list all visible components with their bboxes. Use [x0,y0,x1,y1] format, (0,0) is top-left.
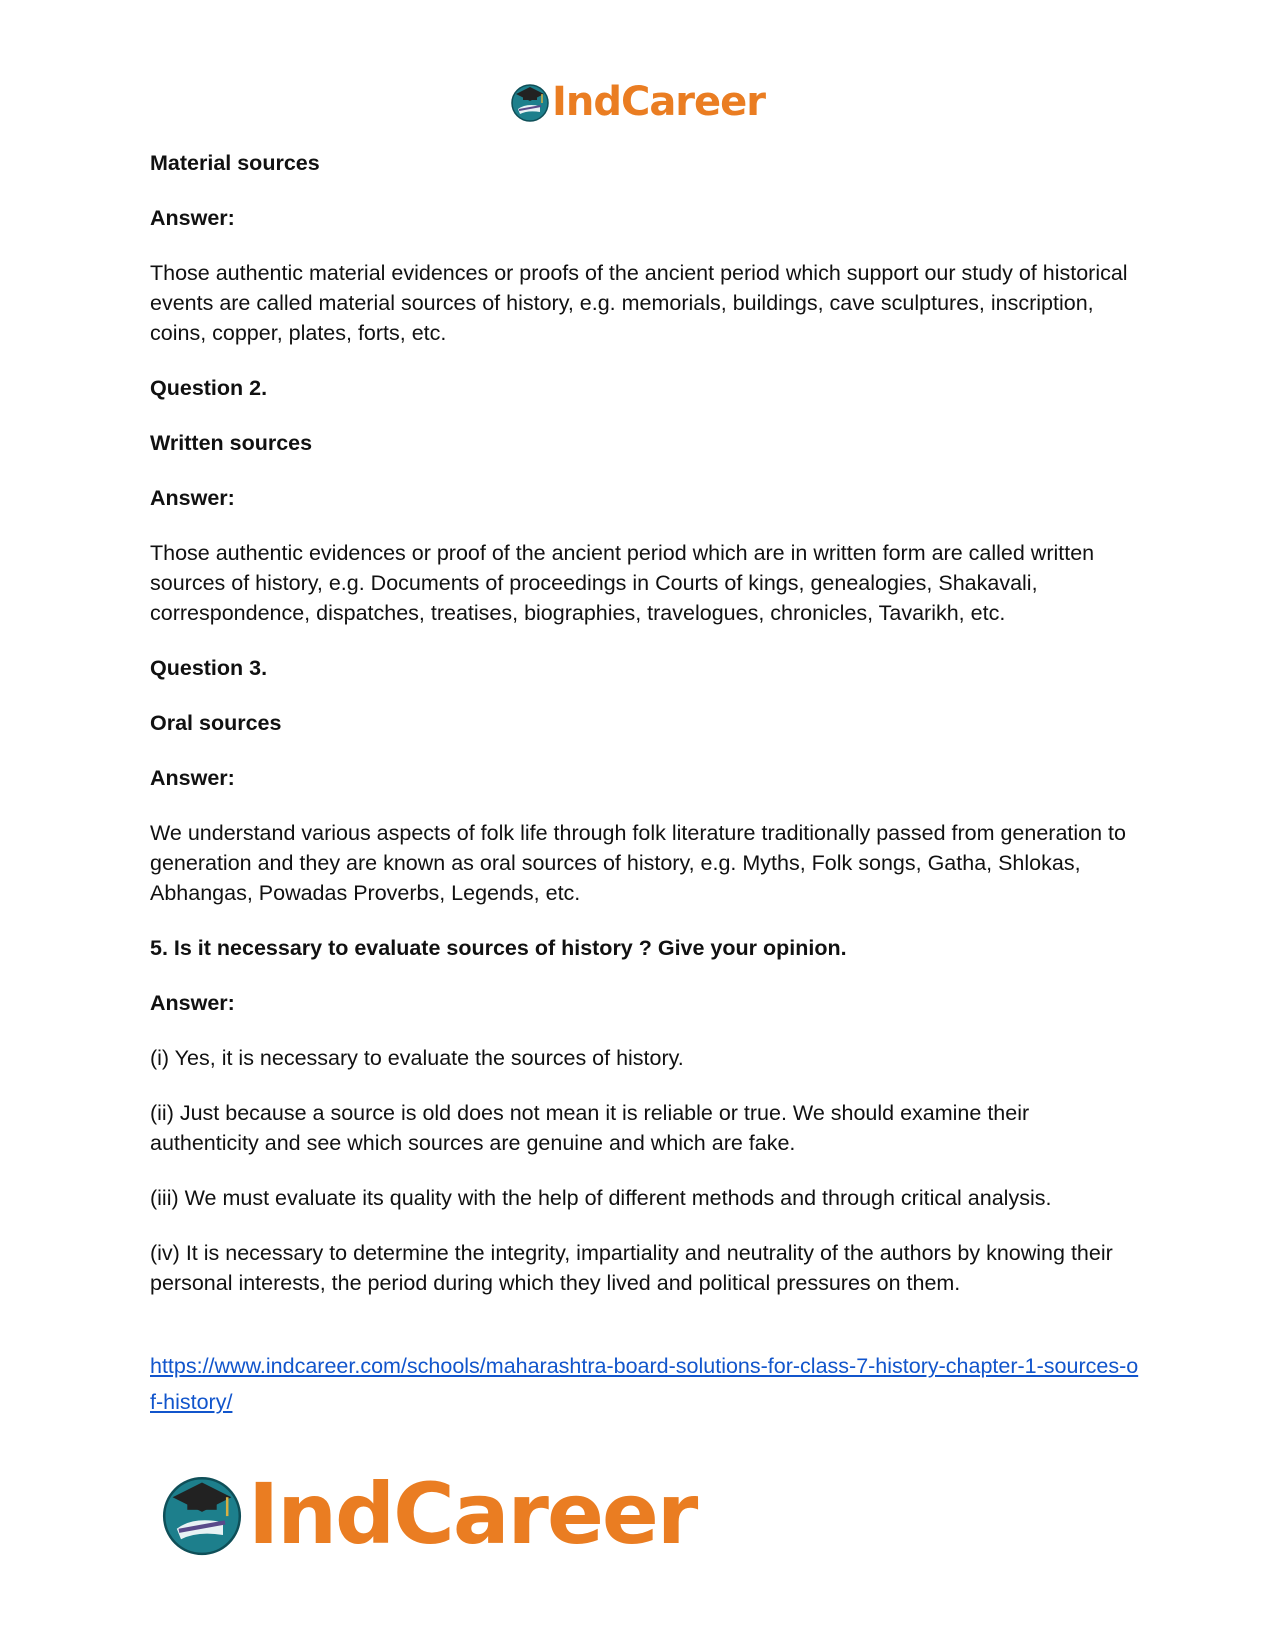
heading-material-sources: Material sources [150,151,320,175]
answer-point: (ii) Just because a source is old does not mean it is reliable or true. We should examine their authenticity and see which sources are genuine and which are fake. [150,1101,1030,1155]
logo-wordmark: IndCareer [551,79,766,125]
header-logo [0,79,1275,125]
logo-wordmark: IndCareer [248,1465,697,1563]
question-label: Question 2. [150,376,268,400]
answer-paragraph: Those authentic material evidences or proofs of the ancient period which support our study of historical events are called material sources of history, e.g. memorials, buildings, cave sculptures, inscription, coins, copper, plates, forts, etc. [150,261,1128,345]
question-heading: 5. Is it necessary to evaluate sources of history ? Give your opinion. [150,936,847,960]
document-body [150,148,1140,1420]
answer-label: Answer: [150,766,235,790]
answer-label: Answer: [150,206,235,230]
answer-paragraph: We understand various aspects of folk life through folk literature traditionally passed from generation to generation and they are known as oral sources of history, e.g. Myths, Folk songs, Gatha, Shlokas, Abhangas, Powadas Proverbs, Legends, etc. [150,821,1126,905]
heading-written-sources: Written sources [150,431,313,455]
footer-logo [160,1465,697,1563]
answer-label: Answer: [150,486,235,510]
globe-grad-cap-icon [510,82,550,122]
indcareer-logo [510,79,766,125]
answer-point: (i) Yes, it is necessary to evaluate the sources of history. [150,1046,684,1070]
answer-label: Answer: [150,991,235,1015]
source-link-block [150,1348,1140,1420]
answer-paragraph: Those authentic evidences or proof of the ancient period which are in written form are called written sources of history, e.g. Documents of proceedings in Courts of kings, genealogies, Shakavali, correspondence, dispatches, treatises, biographies, travelogues, chronicles, Tavarikh, etc. [150,541,1095,625]
answer-point: (iv) It is necessary to determine the integrity, impartiality and neutrality of the authors by knowing their personal interests, the period during which they lived and political pressures on them. [150,1241,1113,1295]
source-link[interactable]: https://www.indcareer.com/schools/maharashtra-board-solutions-for-class-7-history-chapter-1-sources-of-history/ [150,1354,1139,1414]
globe-grad-cap-icon [160,1472,244,1556]
answer-point: (iii) We must evaluate its quality with the help of different methods and through critical analysis. [150,1186,1052,1210]
heading-oral-sources: Oral sources [150,711,282,735]
question-label: Question 3. [150,656,268,680]
